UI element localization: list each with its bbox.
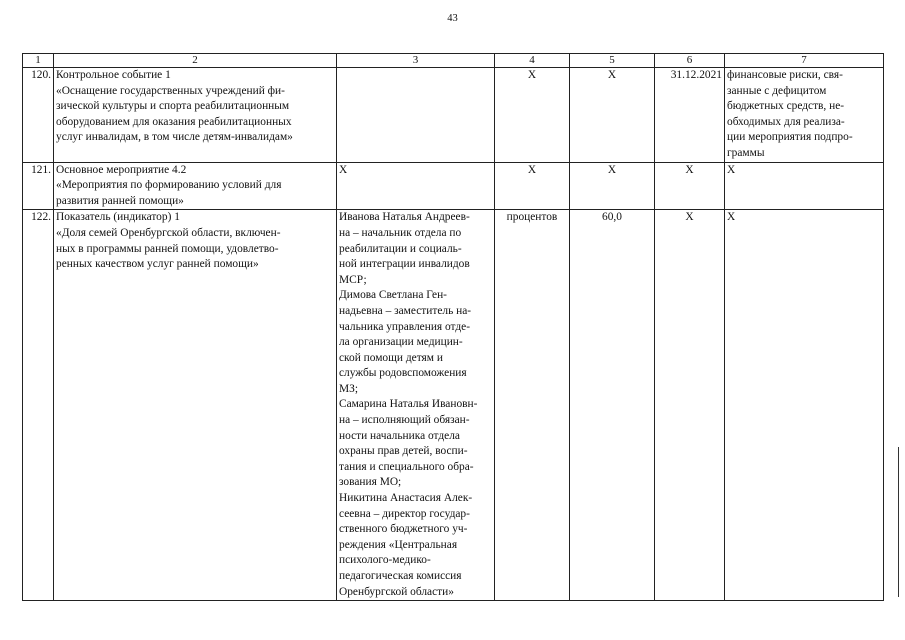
name-line: Основное мероприятие 4.2: [56, 163, 187, 176]
responsible-line: Никитина Анастасия Алек-: [339, 492, 473, 505]
column-header: 2: [54, 54, 337, 68]
row-date-cell: Х: [655, 210, 725, 601]
row-name-cell: [54, 210, 337, 601]
responsible-line: на – начальник отдела по: [339, 226, 462, 239]
name-line: оборудованием для оказания реабилитационных: [56, 115, 292, 128]
note-line: ции мероприятия подпро-: [727, 131, 853, 144]
responsible-line: Оренбургской области»: [339, 585, 454, 598]
responsible-line: Димова Светлана Ген-: [339, 289, 447, 302]
responsible-line: Х: [339, 163, 348, 176]
row-name-cell: [54, 162, 337, 210]
responsible-line: зования МО;: [339, 476, 402, 489]
row-unit-cell: процентов: [495, 210, 570, 601]
note-line: обходимых для реализа-: [727, 115, 845, 128]
responsible-line: ной интеграции инвалидов: [339, 258, 470, 271]
responsible-line: ской помощи детям и: [339, 351, 443, 364]
column-header: 5: [570, 54, 655, 68]
note-line: Х: [727, 211, 736, 224]
responsible-line: тания и специального обра-: [339, 460, 474, 473]
name-line: «Оснащение государственных учреждений фи-: [56, 84, 285, 97]
table-header-row: [23, 54, 884, 68]
margin-rule: [898, 447, 899, 597]
row-note-cell: [725, 162, 884, 210]
document-table: [22, 53, 884, 601]
responsible-line: Самарина Наталья Ивановн-: [339, 398, 478, 411]
row-unit-cell: Х: [495, 68, 570, 163]
column-header: 6: [655, 54, 725, 68]
note-line: Х: [727, 163, 736, 176]
name-line: ных в программы ранней помощи, удовлетво-: [56, 242, 279, 255]
row-date-cell: Х: [655, 162, 725, 210]
responsible-line: реабилитации и социаль-: [339, 242, 462, 255]
row-note-cell: [725, 68, 884, 163]
note-line: граммы: [727, 146, 765, 159]
name-line: услуг инвалидам, в том числе детям-инвалидам»: [56, 131, 293, 144]
column-header: 3: [337, 54, 495, 68]
row-unit-cell: Х: [495, 162, 570, 210]
column-header: 4: [495, 54, 570, 68]
name-line: Показатель (индикатор) 1: [56, 211, 180, 224]
row-date-cell: 31.12.2021: [655, 68, 725, 163]
name-line: «Доля семей Оренбургской области, включен-: [56, 226, 281, 239]
row-number-cell: 121.: [23, 162, 54, 210]
name-line: «Мероприятия по формированию условий для: [56, 179, 282, 192]
row-responsible-cell: [337, 210, 495, 601]
name-line: зической культуры и спорта реабилитационным: [56, 100, 290, 113]
responsible-line: ности начальника отдела: [339, 429, 460, 442]
row-number-cell: 122.: [23, 210, 54, 601]
responsible-line: МСР;: [339, 273, 367, 286]
responsible-line: охраны прав детей, воспи-: [339, 445, 468, 458]
row-value-cell: 60,0: [570, 210, 655, 601]
column-header: 7: [725, 54, 884, 68]
row-responsible-cell: [337, 68, 495, 163]
responsible-line: психолого-медико-: [339, 554, 431, 567]
note-line: занные с дефицитом: [727, 84, 827, 97]
row-value-cell: Х: [570, 68, 655, 163]
table-row: [23, 162, 884, 210]
note-line: бюджетных средств, не-: [727, 100, 845, 113]
responsible-line: Иванова Наталья Андреев-: [339, 211, 470, 224]
row-value-cell: Х: [570, 162, 655, 210]
responsible-line: надьевна – заместитель на-: [339, 304, 472, 317]
responsible-line: педагогическая комиссия: [339, 570, 462, 582]
row-name-cell: [54, 68, 337, 163]
responsible-line: службы родовспоможения: [339, 367, 467, 380]
name-line: развития ранней помощи»: [56, 194, 184, 207]
responsible-line: на – исполняющий обязан-: [339, 414, 470, 427]
responsible-line: чальника управления отде-: [339, 320, 471, 333]
note-line: финансовые риски, свя-: [727, 69, 843, 81]
name-line: Контрольное событие 1: [56, 69, 171, 81]
row-responsible-cell: [337, 162, 495, 210]
column-header: 1: [23, 54, 54, 68]
responsible-line: ственного бюджетного уч-: [339, 523, 468, 536]
responsible-line: ла организации медицин-: [339, 336, 463, 349]
table-row: [23, 210, 884, 601]
page-number: 43: [447, 13, 458, 24]
responsible-line: МЗ;: [339, 382, 358, 395]
table-row: [23, 68, 884, 163]
row-number-cell: 120.: [23, 68, 54, 163]
responsible-line: сеевна – директор государ-: [339, 507, 470, 520]
name-line: ренных качеством услуг ранней помощи»: [56, 258, 259, 271]
responsible-line: реждения «Центральная: [339, 538, 458, 551]
row-note-cell: [725, 210, 884, 601]
